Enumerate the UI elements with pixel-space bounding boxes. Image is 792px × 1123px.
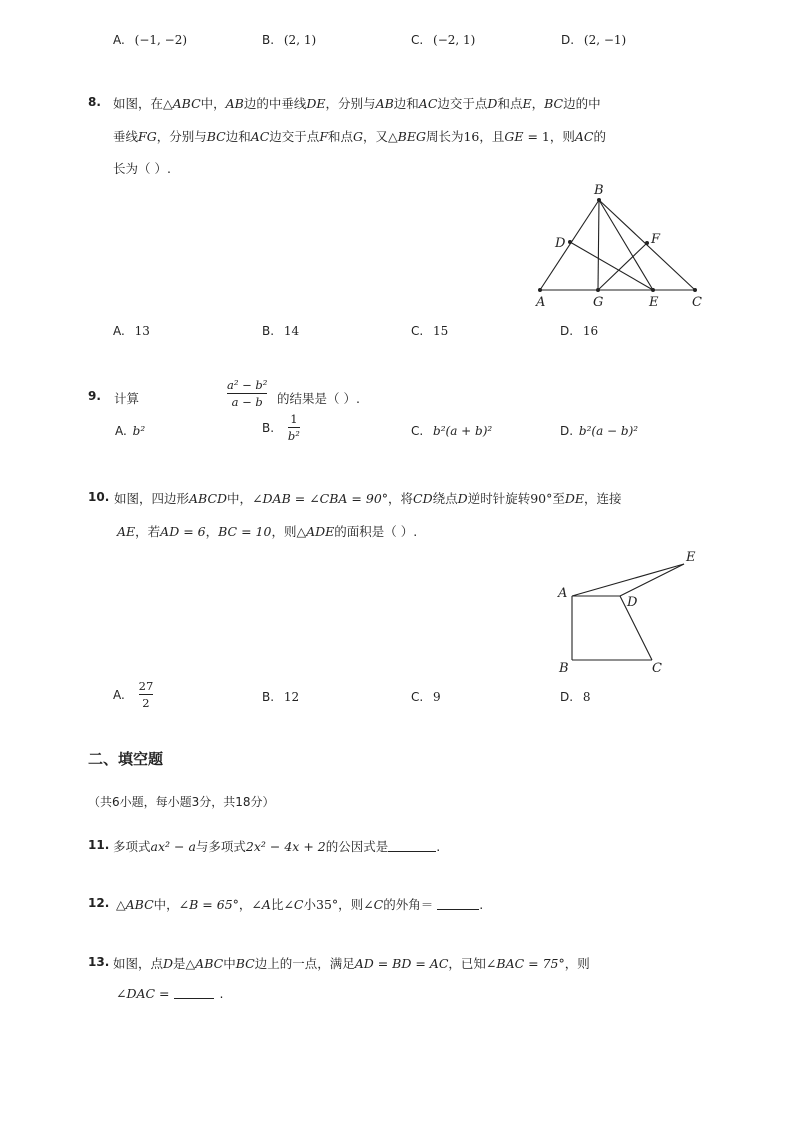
- segment-ae: [572, 564, 684, 596]
- question-text-line: 如图，四边形ABCD中，∠DAB = ∠CBA = 90°，将CD绕点D逆时针旋转90°至DE，连接: [114, 491, 622, 506]
- q8-option-c: C. 15: [411, 324, 449, 338]
- label-c: C: [652, 661, 662, 676]
- point-g: [596, 288, 600, 292]
- label-b: B: [594, 183, 604, 198]
- q7-option-c: C. (−2, 1): [411, 33, 476, 47]
- question-text-line: ∠DAC = .: [116, 986, 224, 1001]
- fraction-expression: $\frac{\text{a² − b²}}{a - b}$: [227, 378, 268, 409]
- q9-option-b: B. $\frac{1}{\text{b²}}$: [262, 412, 300, 443]
- question-number: 10.: [88, 490, 110, 504]
- q8-option-a: A. 13: [113, 324, 150, 338]
- answer-blank[interactable]: [174, 988, 214, 999]
- answer-blank[interactable]: [437, 899, 479, 910]
- q7-option-b: B. (2, 1): [262, 33, 317, 47]
- q7-option-a: A. (−1, −2): [113, 33, 188, 47]
- q9-option-c: C. b²(a + b)²: [411, 424, 493, 438]
- quadrilateral-figure: [550, 545, 710, 680]
- point-d: [568, 240, 572, 244]
- segment-ab: [540, 200, 599, 290]
- question-text-line: 如图，点D是△ABC中BC边上的一点，满足AD = BD = AC，已知∠BAC = 75°，则: [113, 956, 590, 971]
- question-text-line: 多项式ax² − a与多项式2x² − 4x + 2的公因式是 .: [113, 839, 441, 854]
- q10-option-a: A. $\frac{27}{2}$: [113, 679, 154, 710]
- triangle-figure: [530, 180, 710, 310]
- q8-option-b: B. 14: [262, 324, 300, 338]
- point-c: [693, 288, 697, 292]
- q9-option-d: D. b²(a − b)²: [560, 424, 639, 438]
- q8-option-d: D. 16: [560, 324, 599, 338]
- section-title: 二、填空题: [88, 750, 164, 768]
- question-text-line: 垂线FG，分别与BC边和AC边交于点F和点G，又△BEG周长为16，且GE = 1，则AC的: [113, 129, 606, 144]
- question-number: 9.: [88, 389, 101, 403]
- label-d: D: [555, 236, 566, 251]
- question-number: 12.: [88, 896, 110, 910]
- segment-gf: [598, 243, 647, 290]
- label-e: E: [686, 550, 696, 565]
- q7-option-d: D. (2, −1): [561, 33, 627, 47]
- question-number: 13.: [88, 955, 110, 969]
- section-note: （共6小题，每小题3分，共18分）: [88, 795, 275, 809]
- question-text-line: △ABC中，∠B = 65°，∠A比∠C小35°，则∠C的外角＝ .: [116, 897, 484, 912]
- label-e: E: [649, 295, 659, 310]
- segment-bg: [598, 200, 599, 290]
- question-prefix: 计算: [114, 391, 140, 406]
- q10-option-d: D. 8: [560, 690, 591, 704]
- point-f: [645, 241, 649, 245]
- question-text-line: 如图，在△ABC中，AB边的中垂线DE，分别与AB边和AC边交于点D和点E，BC边的中: [113, 96, 601, 111]
- question-text-line: AE，若AD = 6，BC = 10，则△ADE的面积是（ ）.: [117, 524, 418, 539]
- label-f: F: [651, 232, 661, 247]
- label-b: B: [559, 661, 569, 676]
- point-b: [597, 198, 601, 202]
- q10-option-c: C. 9: [411, 690, 441, 704]
- question-number: 11.: [88, 838, 110, 852]
- question-suffix: 的结果是（ ）.: [277, 391, 360, 406]
- point-e: [651, 288, 655, 292]
- label-d: D: [627, 595, 638, 610]
- q10-option-b: B. 12: [262, 690, 300, 704]
- label-c: C: [692, 295, 702, 310]
- q9-option-a: A. b²: [115, 424, 146, 438]
- label-a: A: [536, 295, 546, 310]
- label-a: A: [558, 586, 568, 601]
- answer-blank[interactable]: [388, 841, 436, 852]
- question-number: 8.: [88, 95, 101, 109]
- label-g: G: [593, 295, 604, 310]
- point-a: [538, 288, 542, 292]
- question-text-line: 长为（ ）.: [113, 161, 171, 176]
